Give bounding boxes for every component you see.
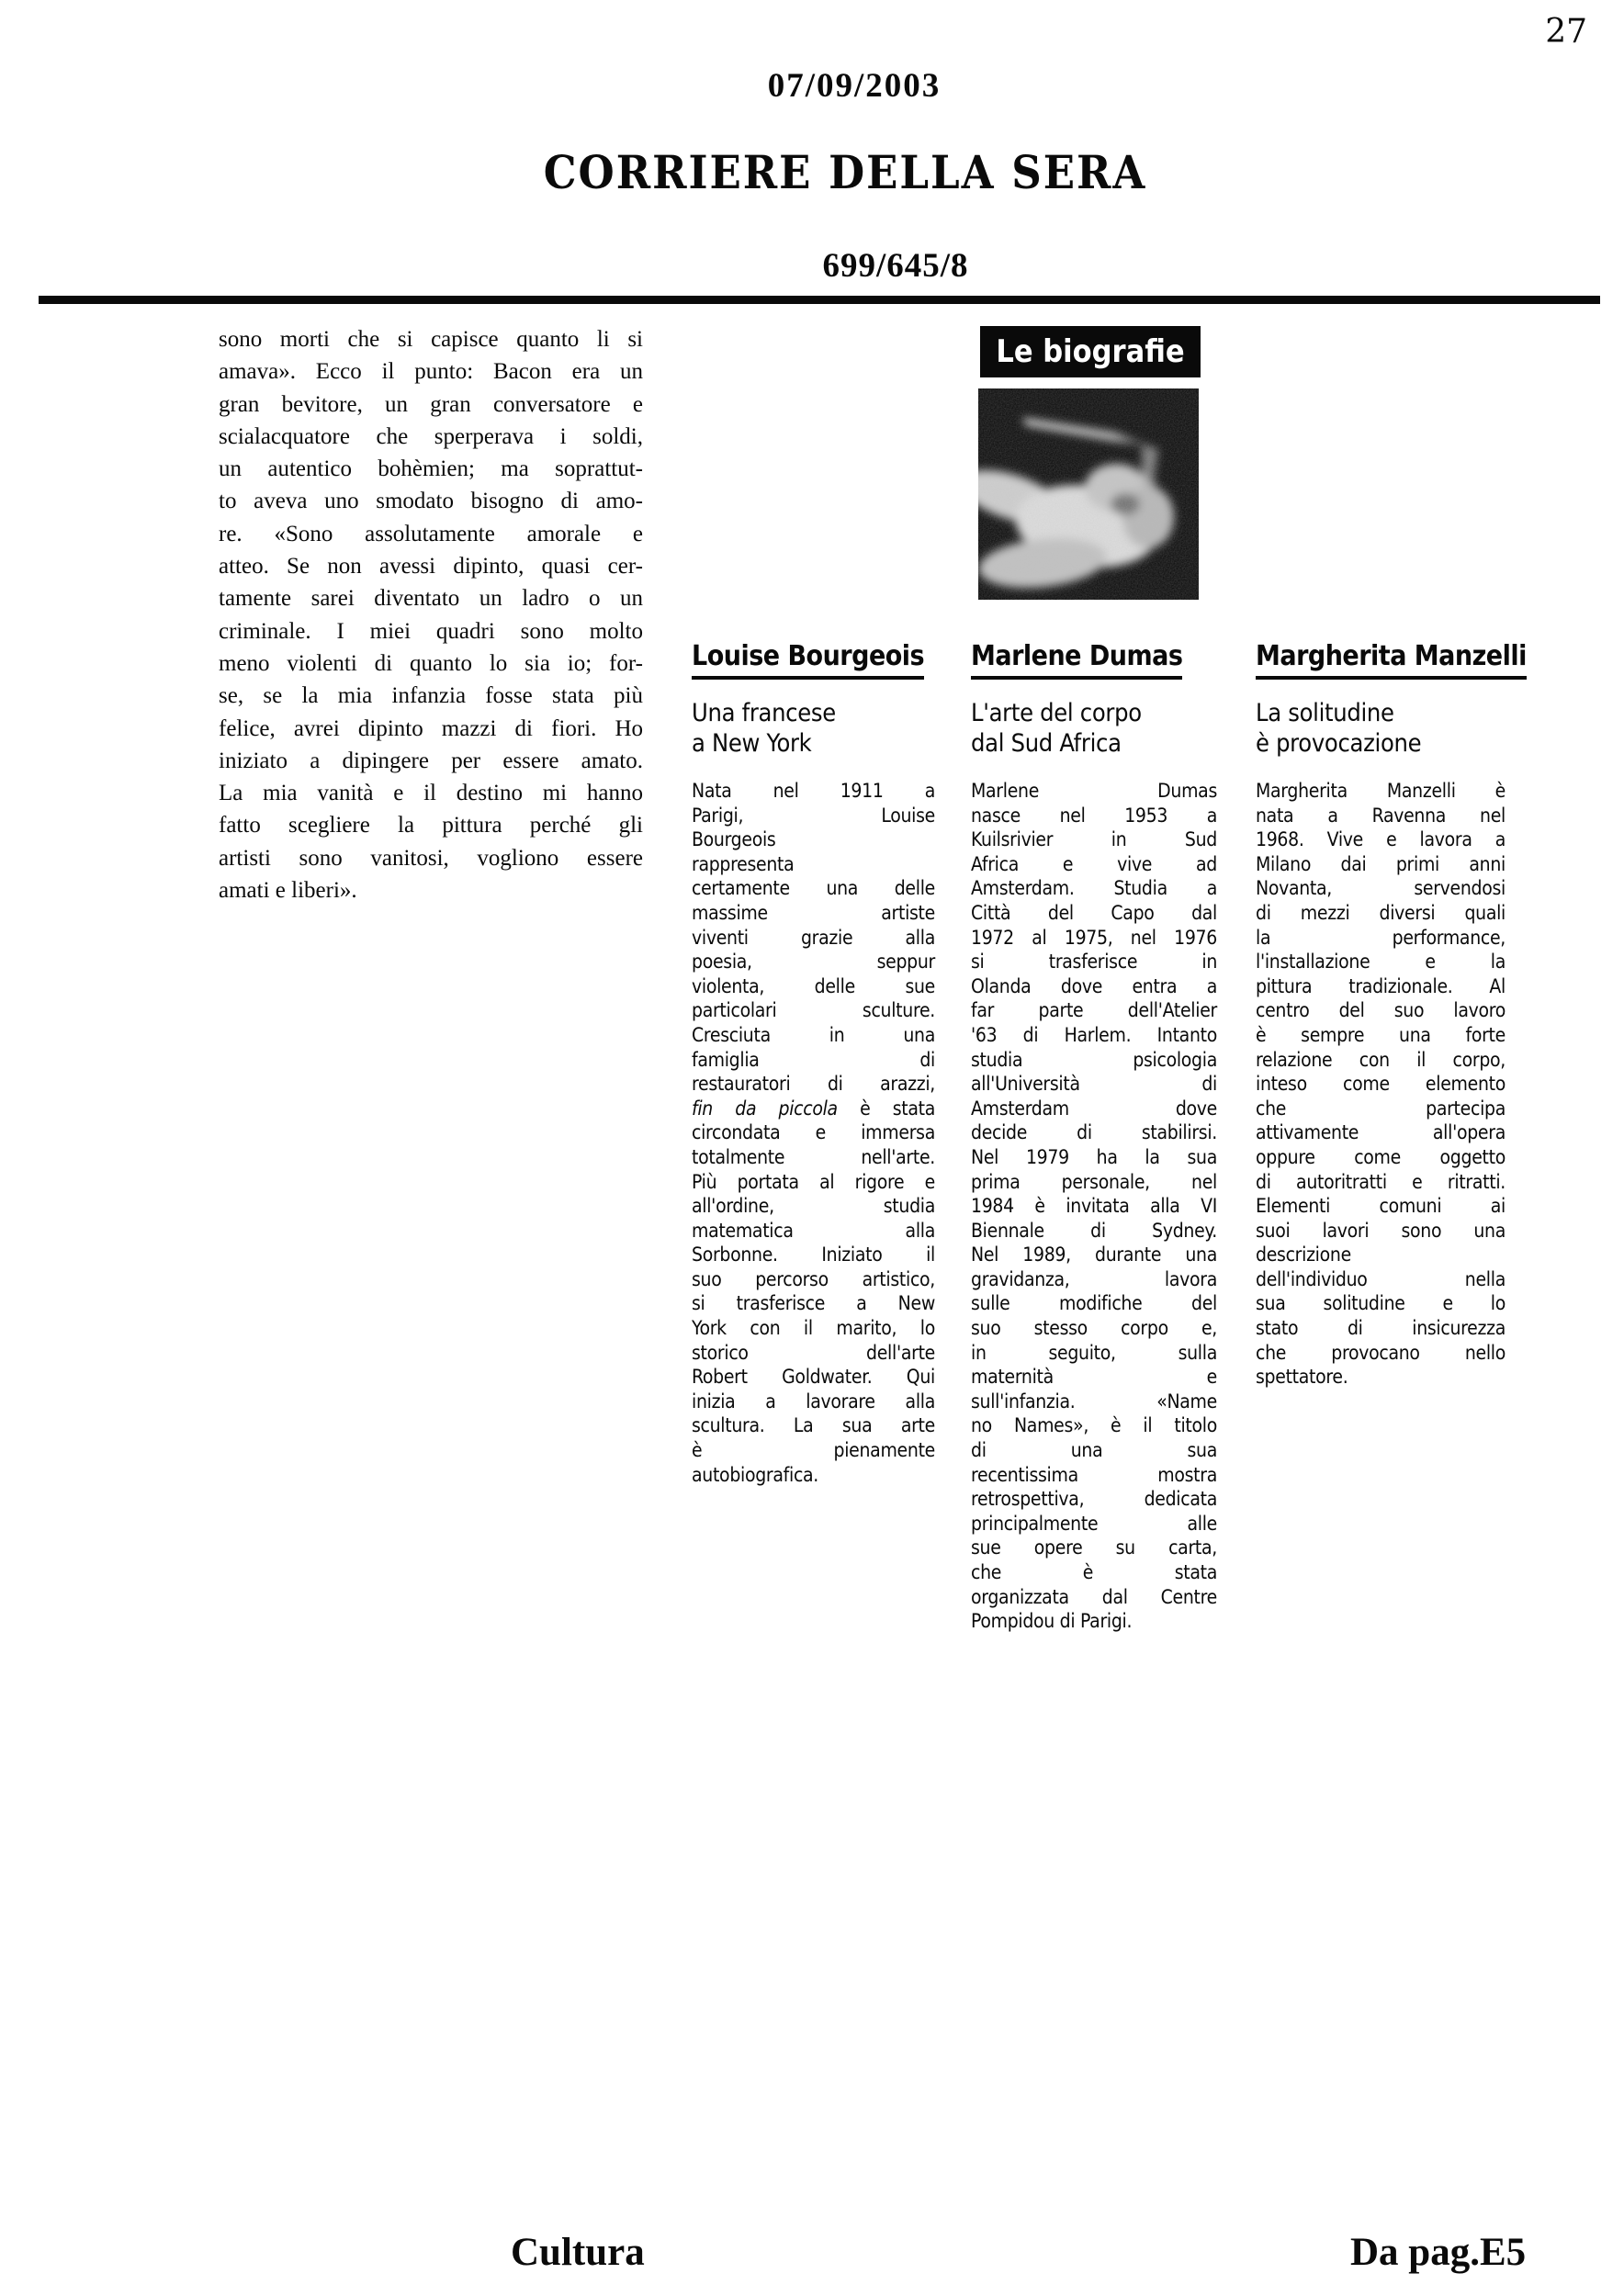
text-line: suo percorso artistico,	[692, 1267, 935, 1290]
text-line: Robert Goldwater. Qui	[692, 1366, 935, 1389]
text-line: scultura. La sua arte	[692, 1414, 935, 1437]
text-line: La mia vanità e il destino mi hanno	[219, 781, 643, 806]
text-line: sua solitudine e lo	[1256, 1292, 1506, 1315]
text-line: massime artiste	[692, 901, 935, 924]
text-line: circondata e immersa	[692, 1121, 935, 1144]
text-line: Elementi comuni ai	[1256, 1195, 1506, 1218]
text-line: in seguito, sulla	[971, 1341, 1217, 1364]
text-line: 1972 al 1975, nel 1976	[971, 926, 1217, 949]
text-line: to aveva uno smodato bisogno di amo-	[219, 489, 643, 514]
text-line: re. «Sono assolutamente amorale e	[219, 521, 643, 546]
text-line: decide di stabilirsi.	[971, 1121, 1217, 1144]
text-line: gravidanza, lavora	[971, 1267, 1217, 1290]
text-line: Pompidou di Parigi.	[971, 1610, 1133, 1633]
text-line: sulle modifiche del	[971, 1292, 1217, 1315]
text-line: pittura tradizionale. Al	[1256, 974, 1506, 997]
text-line: autobiografica.	[692, 1463, 819, 1486]
text-line: è provocazione	[1256, 729, 1422, 758]
text-line: Novanta, servendosi	[1256, 877, 1506, 900]
text-line: inteso come elemento	[1256, 1073, 1506, 1096]
text-line: famiglia di	[692, 1048, 935, 1071]
text-line: particolari sculture.	[692, 999, 935, 1022]
text-line: tamente sarei diventato un ladro o un	[219, 586, 643, 612]
text-line: centro del suo lavoro	[1256, 999, 1506, 1022]
text-line: che provocano nello	[1256, 1341, 1506, 1364]
text-line: Una francese	[692, 699, 836, 727]
biografie-label-box	[980, 326, 1201, 377]
text-line: si trasferisce in	[971, 951, 1217, 974]
bio-subtitle-margherita-manzelli	[1256, 698, 1506, 759]
text-line: Africa e vive ad	[971, 852, 1217, 875]
text-line: iniziato a dipingere per essere amato.	[219, 748, 643, 773]
text-line: suoi lavori sono una	[1256, 1219, 1506, 1242]
biografie-label: Le biografie	[996, 333, 1185, 370]
bio-body-louise-bourgeois	[692, 779, 935, 1487]
text-line: totalmente nell'arte.	[692, 1145, 935, 1168]
text-line: principalmente alle	[971, 1512, 1217, 1535]
from-page-label: Da pag.E5	[1350, 2231, 1527, 2274]
text-line: matematica alla	[692, 1219, 935, 1242]
text-line: dell'individuo nella	[1256, 1267, 1506, 1290]
text-line: stato di insicurezza	[1256, 1317, 1506, 1340]
text-line: no Names», è il titolo	[971, 1414, 1217, 1437]
text-line: rappresenta	[692, 852, 795, 875]
text-line: l'installazione e la	[1256, 951, 1506, 974]
text-line: far parte dell'Atelier	[971, 999, 1217, 1022]
text-line: organizzata dal Centre	[971, 1585, 1217, 1608]
bio-name-louise-bourgeois: Louise Bourgeois	[692, 640, 924, 680]
text-line: si trasferisce a New	[692, 1292, 935, 1315]
bio-column-margherita-manzelli	[1256, 640, 1527, 1390]
bio-subtitle-louise-bourgeois	[692, 698, 935, 759]
text-line: attivamente all'opera	[1256, 1121, 1506, 1144]
text-line: la performance,	[1256, 926, 1506, 949]
text-line: 1984 è invitata alla VI	[971, 1195, 1217, 1218]
text-line: York con il marito, lo	[692, 1317, 935, 1340]
text-line: Milano dai primi anni	[1256, 852, 1506, 875]
text-line: sull'infanzia. «Name	[971, 1390, 1217, 1412]
section-label: Cultura	[511, 2231, 645, 2274]
clipping-date: 07/09/2003	[767, 67, 942, 105]
text-line: Nata nel 1911 a	[692, 780, 935, 802]
text-line: spettatore.	[1256, 1366, 1348, 1389]
text-line: di una sua	[971, 1439, 1217, 1462]
text-line: all'Università di	[971, 1073, 1217, 1096]
text-line: Nel 1989, durante una	[971, 1244, 1217, 1266]
text-line: prima personale, nel	[971, 1170, 1217, 1193]
text-line: restauratori di arazzi,	[692, 1073, 935, 1096]
text-line: meno violenti di quanto lo sia io; for-	[219, 650, 643, 676]
text-line: Olanda dove entra a	[971, 974, 1217, 997]
masthead-title: CORRIERE DELLA SERA	[543, 145, 1147, 199]
text-line: viventi grazie alla	[692, 926, 935, 949]
bio-name-margherita-manzelli: Margherita Manzelli	[1256, 640, 1527, 680]
header-rule	[39, 296, 1600, 304]
bio-column-louise-bourgeois	[692, 640, 935, 1487]
text-line: storico dell'arte	[692, 1341, 935, 1364]
reference-number: 699/645/8	[822, 247, 969, 285]
text-line: Marlene Dumas	[971, 780, 1217, 802]
text-line: relazione con il corpo,	[1256, 1048, 1506, 1071]
text-line: 1968. Vive e lavora a	[1256, 828, 1506, 851]
text-line: Biennale di Sydney.	[971, 1219, 1217, 1242]
text-line: dal Sud Africa	[971, 729, 1122, 758]
text-line: '63 di Harlem. Intanto	[971, 1023, 1217, 1046]
bio-name-marlene-dumas: Marlene Dumas	[971, 640, 1182, 680]
text-line: che partecipa	[1256, 1097, 1506, 1120]
text-line: all'ordine, studia	[692, 1195, 935, 1218]
text-line: maternità e	[971, 1366, 1217, 1389]
text-line: recentissima mostra	[971, 1463, 1217, 1486]
bio-subtitle-marlene-dumas	[971, 698, 1217, 759]
text-line: suo stesso corpo e,	[971, 1317, 1217, 1340]
text-line: Nel 1979 ha la sua	[971, 1145, 1217, 1168]
text-line: se, se la mia infanzia fosse stata più	[219, 683, 643, 709]
text-line: certamente una delle	[692, 877, 935, 900]
text-line: fin da piccola è stata	[692, 1097, 935, 1120]
text-line: è sempre una forte	[1256, 1023, 1506, 1046]
text-line: Bourgeois	[692, 828, 776, 851]
text-line: Amsterdam dove	[971, 1097, 1217, 1120]
page-number: 27	[1545, 13, 1587, 51]
text-line: di autoritratti e ritratti.	[1256, 1170, 1506, 1193]
text-line: amava». Ecco il punto: Bacon era un	[219, 359, 643, 385]
text-line: Amsterdam. Studia a	[971, 877, 1217, 900]
knife-above-reclining-figure-photo	[978, 388, 1199, 600]
text-line: di mezzi diversi quali	[1256, 901, 1506, 924]
text-line: Margherita Manzelli è	[1256, 780, 1506, 802]
text-line: a New York	[692, 729, 812, 758]
text-line: Parigi, Louise	[692, 804, 935, 827]
text-line: studia psicologia	[971, 1048, 1217, 1071]
text-line: nata a Ravenna nel	[1256, 804, 1506, 827]
text-line: un autentico bohèmien; ma soprattut-	[219, 456, 643, 482]
text-line: criminale. I miei quadri sono molto	[219, 618, 643, 644]
text-line: Sorbonne. Iniziato il	[692, 1244, 935, 1266]
bio-body-margherita-manzelli	[1256, 779, 1506, 1390]
text-line: fatto scegliere la pittura perché gli	[219, 813, 643, 838]
text-line: nasce nel 1953 a	[971, 804, 1217, 827]
text-line: Città del Capo dal	[971, 901, 1217, 924]
text-line: è pienamente	[692, 1439, 935, 1462]
text-line: sue opere su carta,	[971, 1536, 1217, 1559]
text-line: Kuilsrivier in Sud	[971, 828, 1217, 851]
text-line: L'arte del corpo	[971, 699, 1142, 727]
text-line: artisti sono vanitosi, vogliono essere	[219, 845, 643, 871]
text-line: Cresciuta in una	[692, 1023, 935, 1046]
text-line: atteo. Se non avessi dipinto, quasi cer-	[219, 554, 643, 580]
text-line: poesia, seppur	[692, 951, 935, 974]
article-body-text	[219, 323, 643, 906]
text-line: retrospettiva, dedicata	[971, 1488, 1217, 1511]
bio-column-marlene-dumas	[971, 640, 1217, 1634]
text-line: oppure come oggetto	[1256, 1145, 1506, 1168]
text-line: sono morti che si capisce quanto li si	[219, 327, 643, 352]
text-line: felice, avrei dipinto mazzi di fiori. Ho	[219, 715, 643, 741]
text-line: Più portata al rigore e	[692, 1170, 935, 1193]
text-line: descrizione	[1256, 1244, 1351, 1266]
text-line: gran bevitore, un gran conversatore e	[219, 391, 643, 417]
bio-body-marlene-dumas	[971, 779, 1217, 1634]
text-line: violenta, delle sue	[692, 974, 935, 997]
text-line: che è stata	[971, 1561, 1217, 1583]
text-line: amati e liberi».	[219, 878, 357, 904]
text-line: scialacquatore che sperperava i soldi,	[219, 423, 643, 449]
text-line: inizia a lavorare alla	[692, 1390, 935, 1412]
text-line: La solitudine	[1256, 699, 1394, 727]
